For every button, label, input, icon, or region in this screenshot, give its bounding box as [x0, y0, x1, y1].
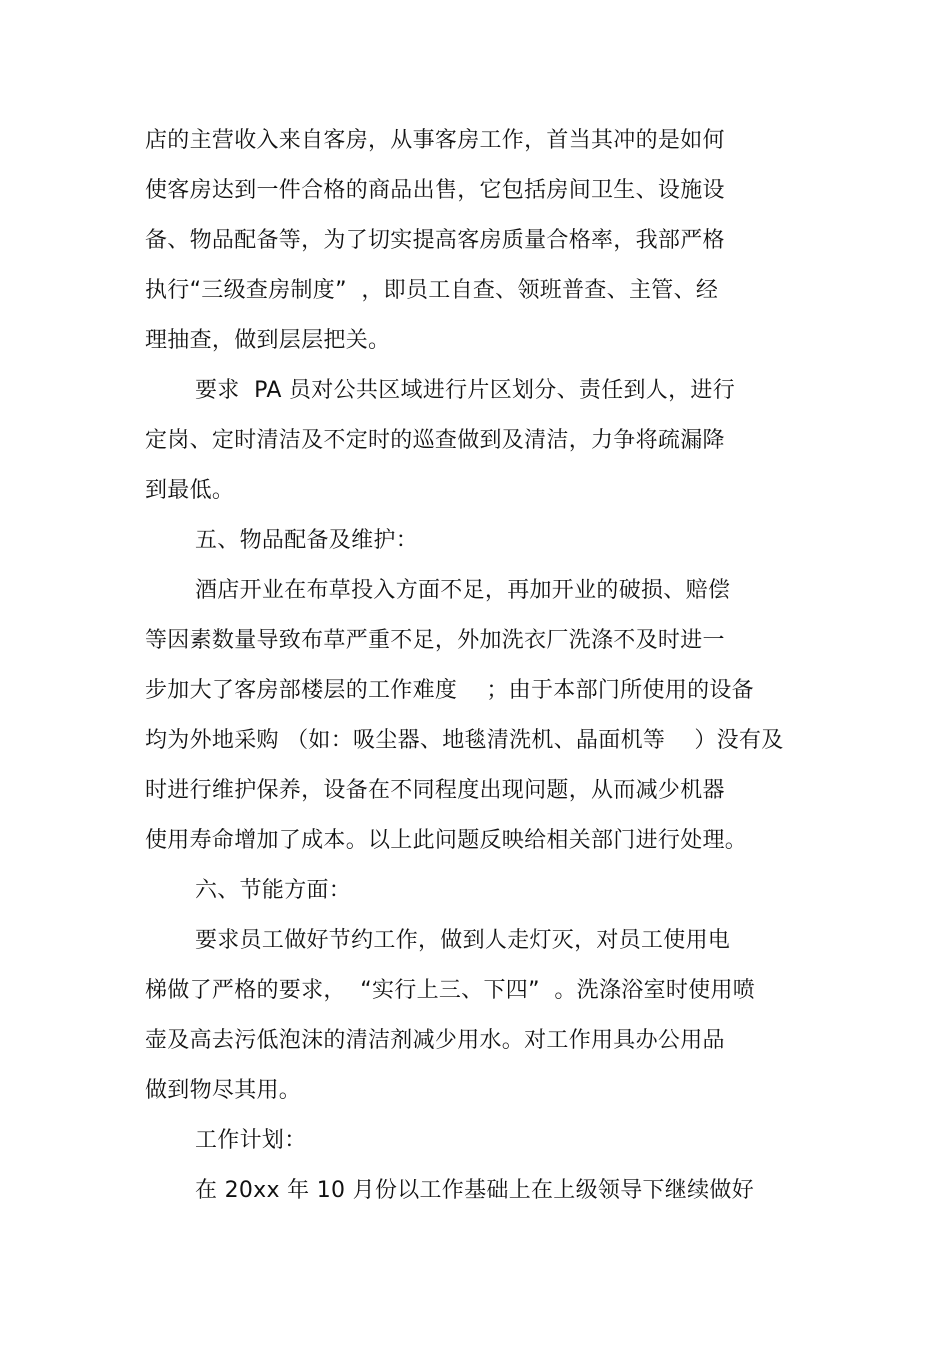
paragraph-line: 壶及高去污低泡沫的清洁剂减少用水。对工作用具办公用品	[145, 1028, 725, 1053]
paragraph-line: 做到物尽其用。	[145, 1078, 302, 1103]
paragraph-line: 酒店开业在布草投入方面不足，再加开业的破损、赔偿	[195, 578, 731, 603]
paragraph-line: 店的主营收入来自客房，从事客房工作，首当其冲的是如何	[145, 128, 725, 153]
paragraph-line: 在 20xx 年 10 月份以工作基础上在上级领导下继续做好	[195, 1178, 755, 1203]
paragraph-line: 要求员工做好节约工作，做到人走灯灭，对员工使用电	[195, 928, 731, 953]
paragraph-line: 执行“三级查房制度” ，即员工自查、领班普查、主管、经	[145, 278, 719, 303]
paragraph-line: 步加大了客房部楼层的工作难度 ；由于本部门所使用的设备	[145, 678, 754, 703]
paragraph-line: 定岗、定时清洁及不定时的巡查做到及清洁，力争将疏漏降	[145, 428, 725, 453]
paragraph-line: 使用寿命增加了成本。以上此问题反映给相关部门进行处理。	[145, 828, 748, 853]
paragraph-line: 备、物品配备等，为了切实提高客房质量合格率，我部严格	[145, 228, 725, 253]
paragraph-line: 梯做了严格的要求， “实行上三、下四” 。洗涤浴室时使用喷	[145, 978, 756, 1003]
section-heading: 六、节能方面：	[195, 878, 352, 903]
section-heading: 工作计划：	[195, 1128, 307, 1153]
paragraph-line: 均为外地采购 （如：吸尘器、地毯清洗机、晶面机等 ）没有及	[145, 728, 784, 753]
paragraph-line: 理抽查，做到层层把关。	[145, 328, 391, 353]
paragraph-line: 等因素数量导致布草严重不足，外加洗衣厂洗涤不及时进一	[145, 628, 725, 653]
paragraph-line: 使客房达到一件合格的商品出售，它包括房间卫生、设施设	[145, 178, 725, 203]
paragraph-line: 要求 PA 员对公共区域进行片区划分、责任到人，进行	[195, 378, 735, 403]
paragraph-line: 到最低。	[145, 478, 235, 503]
paragraph-line: 时进行维护保养，设备在不同程度出现问题，从而减少机器	[145, 778, 725, 803]
section-heading: 五、物品配备及维护：	[195, 528, 419, 553]
